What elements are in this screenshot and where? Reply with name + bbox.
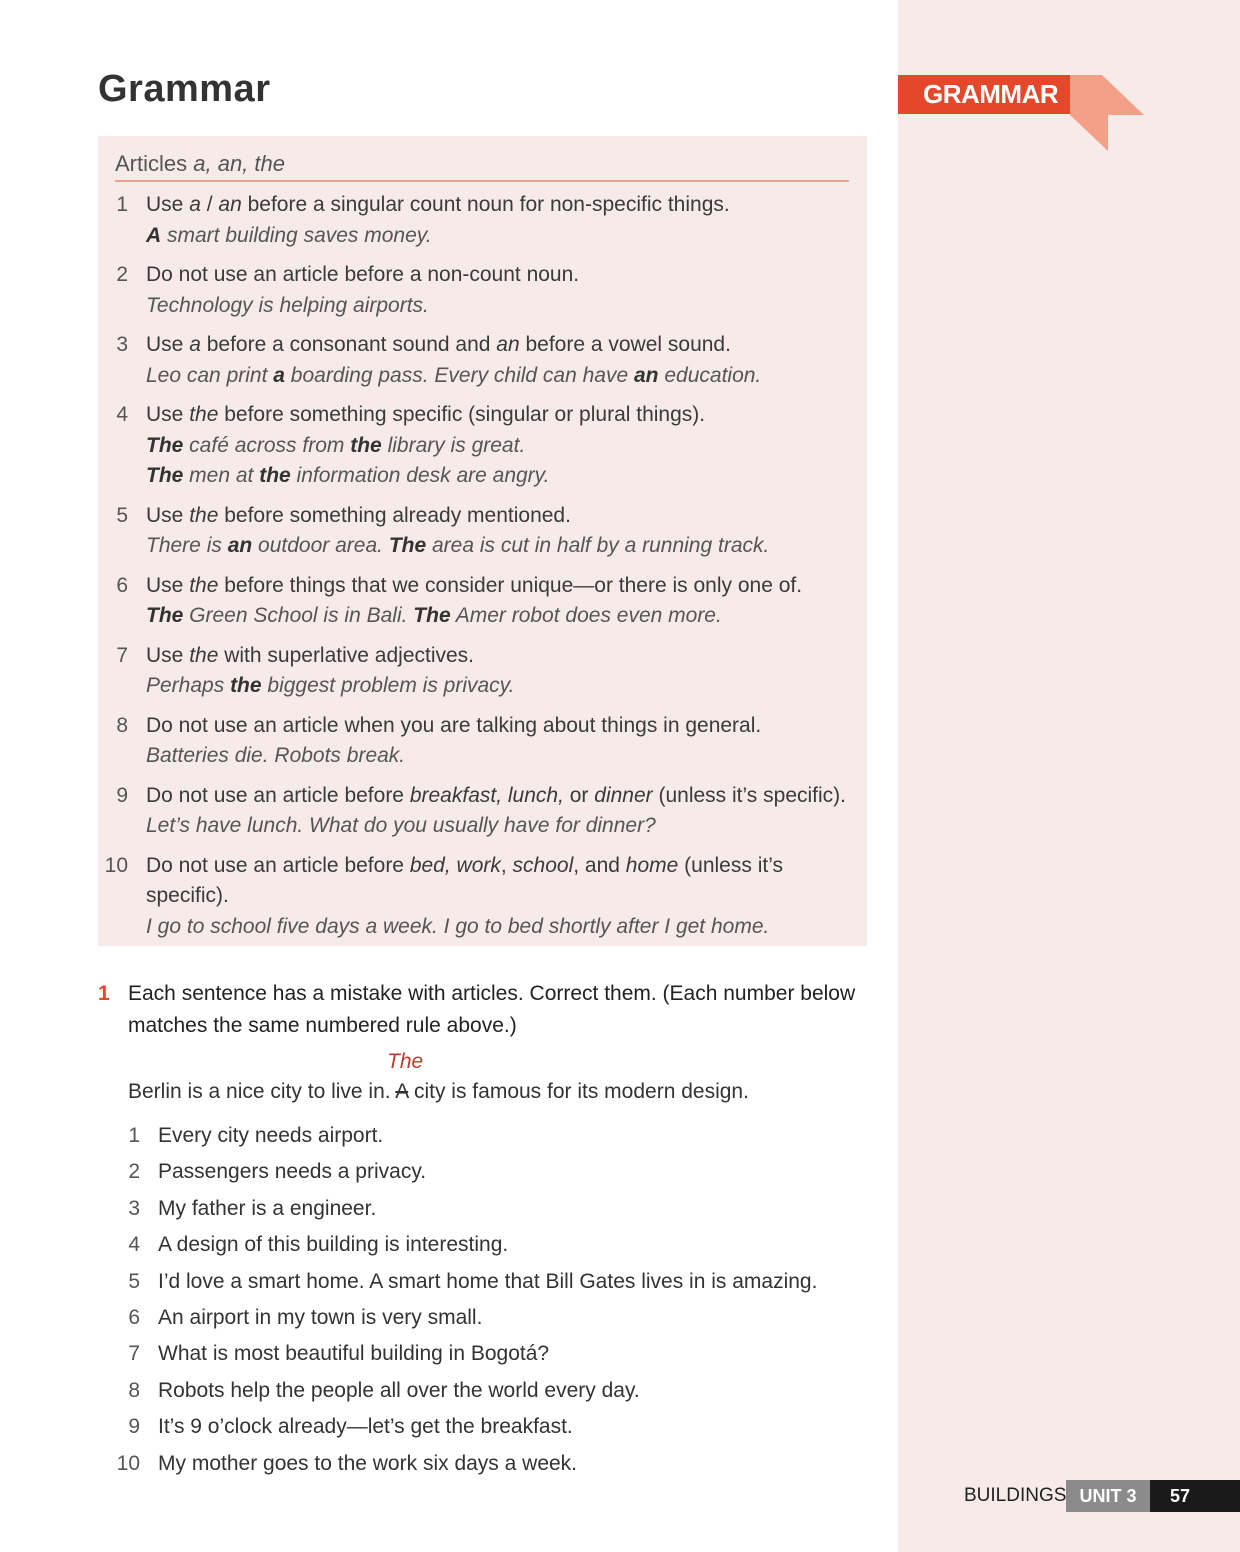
box-heading <box>115 151 849 182</box>
rule-number: 10 <box>104 853 128 877</box>
exercise-instruction-text: Each sentence has a mistake with articles. Correct them. (Each number below matches the same numbered rule above.) <box>128 982 856 1037</box>
grammar-rule <box>98 571 867 632</box>
rule-text: Do not use an article before bed, work, school, and home (unless it’s specific). I go to school five days a week. I go to bed shortly after I get home. <box>146 853 783 938</box>
exercise-item <box>110 1373 870 1409</box>
footer-unit: UNIT 3 <box>1066 1480 1150 1512</box>
rule-text: Use the with superlative adjectives. Perhaps the biggest problem is privacy. <box>146 643 515 697</box>
tab-fold-icon <box>1070 75 1150 155</box>
item-text: I’d love a smart home. A smart home that Bill Gates lives in is amazing. <box>158 1269 818 1293</box>
exercise-item <box>110 1336 870 1372</box>
exercise-number: 1 <box>98 982 110 1005</box>
rule-number: 1 <box>116 193 128 216</box>
rule-text: Do not use an article before a non-count noun. Technology is helping airports. <box>146 263 580 317</box>
rule-text: Use the before something already mentioned. There is an outdoor area. The area is cut in half by a running track. <box>146 503 770 557</box>
example-after: city is famous for its modern design. <box>408 1080 749 1103</box>
grammar-rule <box>98 641 867 702</box>
footer-section: BUILDINGS <box>964 1485 1067 1506</box>
section-tab: GRAMMAR <box>898 75 1070 114</box>
grammar-rule <box>98 260 867 321</box>
exercise-item <box>110 1191 870 1227</box>
item-number: 8 <box>128 1378 140 1402</box>
item-number: 6 <box>128 1306 140 1330</box>
example-before: Berlin is a nice city to live in. <box>128 1080 396 1103</box>
exercise-item <box>110 1300 870 1336</box>
item-number: 5 <box>128 1269 140 1293</box>
rules-list <box>98 190 867 951</box>
grammar-rule <box>98 711 867 772</box>
example-struck: A <box>395 1080 409 1103</box>
rule-number: 5 <box>116 503 128 527</box>
item-number: 2 <box>128 1160 140 1184</box>
example-correction: The <box>387 1050 424 1073</box>
rule-number: 4 <box>116 403 128 426</box>
rule-text: Do not use an article when you are talking about things in general. Batteries die. Robots break. <box>146 713 762 767</box>
item-text: It’s 9 o’clock already—let’s get the breakfast. <box>158 1415 573 1439</box>
item-text: Robots help the people all over the world every day. <box>158 1378 640 1402</box>
rule-number: 6 <box>116 573 128 597</box>
rule-text: Do not use an article before breakfast, lunch, or dinner (unless it’s specific). Let’s have lunch. What do you usually have for dinner? <box>146 783 846 837</box>
exercise-item <box>110 1154 870 1190</box>
grammar-box <box>98 136 867 946</box>
page-title: Grammar <box>98 68 271 110</box>
exercise-item <box>110 1264 870 1300</box>
rule-text: Use a / an before a singular count noun for non-specific things. A smart building saves money. <box>146 193 730 247</box>
item-text: An airport in my town is very small. <box>158 1306 483 1330</box>
box-heading-plain: Articles <box>115 151 194 176</box>
exercise-items <box>110 1118 870 1482</box>
rule-number: 3 <box>116 333 128 356</box>
rule-text: Use the before things that we consider unique—or there is only one of. The Green School is in Bali. The Amer robot does even more. <box>146 573 803 627</box>
right-sidebar <box>898 0 1240 1552</box>
grammar-rule <box>98 501 867 562</box>
exercise-item <box>110 1118 870 1154</box>
grammar-rule <box>98 400 867 492</box>
rule-number: 8 <box>116 713 128 737</box>
rule-number: 2 <box>116 263 128 286</box>
grammar-rule <box>98 851 867 943</box>
grammar-rule <box>98 330 867 391</box>
rule-number: 9 <box>116 783 128 807</box>
item-text: A design of this building is interesting. <box>158 1233 509 1257</box>
box-heading-italic: a, an, the <box>193 151 285 176</box>
item-text: My mother goes to the work six days a week. <box>158 1451 578 1475</box>
item-number: 7 <box>128 1342 140 1366</box>
exercise-instruction <box>98 978 868 1042</box>
item-number: 3 <box>128 1196 140 1220</box>
item-number: 1 <box>128 1124 140 1147</box>
rule-text: Use the before something specific (singular or plural things). The café across from the library is great. The men at the information desk are angry. <box>146 403 706 487</box>
item-text: Every city needs airport. <box>158 1124 384 1147</box>
grammar-rule <box>98 781 867 842</box>
item-text: My father is a engineer. <box>158 1196 377 1220</box>
exercise-item <box>110 1227 870 1263</box>
example-sentence <box>128 1080 749 1104</box>
item-text: Passengers needs a privacy. <box>158 1160 427 1184</box>
rule-number: 7 <box>116 643 128 667</box>
exercise-item <box>110 1409 870 1445</box>
item-number: 10 <box>116 1451 140 1475</box>
page-footer <box>898 1480 1240 1512</box>
exercise-item <box>110 1446 870 1482</box>
item-text: What is most beautiful building in Bogotá? <box>158 1342 550 1366</box>
item-number: 9 <box>128 1415 140 1439</box>
grammar-rule <box>98 190 867 251</box>
item-number: 4 <box>128 1233 140 1257</box>
footer-page-number: 57 <box>1150 1480 1240 1512</box>
rule-text: Use a before a consonant sound and an before a vowel sound. Leo can print a boarding pass. Every child can have an education. <box>146 333 762 387</box>
